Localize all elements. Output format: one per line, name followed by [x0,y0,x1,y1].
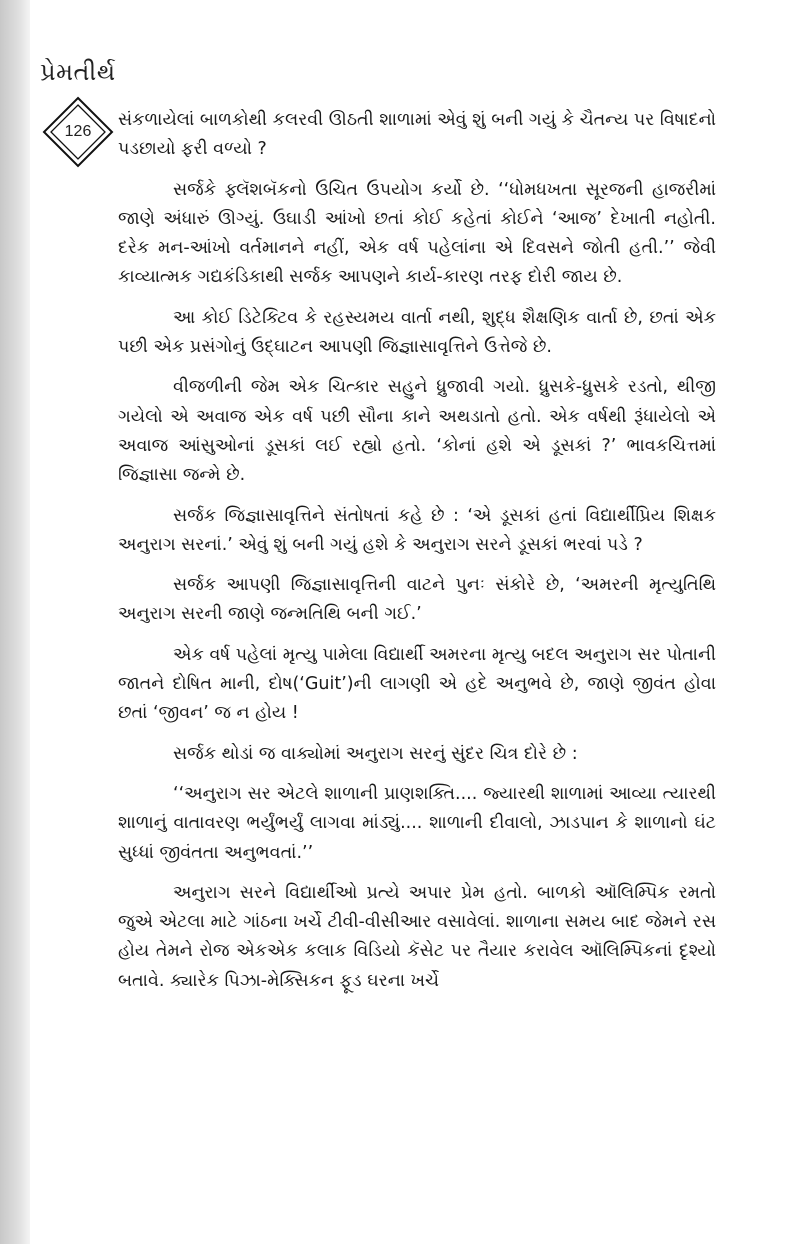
paragraph: આ કોઈ ડિટેક્ટિવ કે રહસ્યમય વાર્તા નથી, શુદ્ધ શૈક્ષણિક વાર્તા છે, છતાં એક પછી એક પ્રસંગોનું ઉદ્‌ઘાટન આપણી જિજ્ઞાસાવૃત્તિને ઉત્તેજે છે. [118,307,716,358]
paragraph: સંકળાયેલાં બાળકોથી કલરવી ઊઠતી શાળામાં એવું શું બની ગયું કે ચૈતન્ય પર વિષાદનો પડછાયો ફરી વળ્યો ? [118,110,716,160]
book-title: પ્રેમતીર્થ [40,58,116,86]
paragraph: વીજળીની જેમ એક ચિત્કાર સહુને ધ્રુજાવી ગયો. ધ્રુસકે-ધ્રુસકે રડતો, થીજી ગયેલો એ અવાજ એક વર્ષ પછી સૌના કાને અથડાતો હતો. એક વર્ષથી રૂંધાયેલો એ અવાજ આંસુઓનાં ડૂસકાં લઈ રહ્યો હતો. ‘કોનાં હશે એ ડૂસકાં ?’ ભાવકચિત્તમાં જિજ્ઞાસા જન્મે છે. [118,377,716,486]
paragraph: એક વર્ષ પહેલાં મૃત્યુ પામેલા વિદ્યાર્થી અમરના મૃત્યુ બદલ અનુરાગ સર પોતાની જાતને દોષિત માની, દોષ(‘Guit’)ની લાગણી એ હદે અનુભવે છે, જાણે જીવંત હોવા છતાં ‘જીવન’ જ ન હોય ! [118,644,716,724]
paragraph: સર્જક થોડાં જ વાક્યોમાં અનુરાગ સરનું સુંદર ચિત્ર દોરે છે : [173,743,578,764]
body-text [118,106,716,1007]
quoted-paragraph: ‘‘અનુરાગ સર એટલે શાળાની પ્રાણશક્તિ.... જ્યારથી શાળામાં આવ્યા ત્યારથી શાળાનું વાતાવરણ ભર્યુંભર્યું લાગવા માંડ્યું.... શાળાની દીવાલો, ઝાડપાન કે શાળાનો ઘંટ સુધ્ધાં જીવંતતા અનુભવતાં.’’ [118,783,716,863]
paragraph: અનુરાગ સરને વિદ્યાર્થીઓ પ્રત્યે અપાર પ્રેમ હતો. બાળકો ઑલિમ્પિક રમતો જુએ એટલા માટે ગાંઠના ખર્ચે ટીવી-વીસીઆર વસાવેલાં. શાળાના સમય બાદ જેમને રસ હોય તેમને રોજ એકએક કલાક વિડિયો કૅસેટ પર તૈયાર કરાવેલ ઑલિમ્પિકનાં દૃશ્યો બતાવે. ક્યારેક પિઝા-મેક્સિકન ફૂડ ઘરના ખર્ચે [118,882,716,991]
paragraph: સર્જક આપણી જિજ્ઞાસાવૃત્તિની વાટને પુનઃ સંકોરે છે, ‘અમરની મૃત્યુતિથિ અનુરાગ સરની જાણે જન્મતિથિ બની ગઈ.’ [118,575,716,625]
page-number: 126 [64,123,92,140]
paragraph: સર્જકે ફ્લૅશબૅકનો ઉચિત ઉપયોગ કર્યો છે. ‘‘ધોમધખતા સૂરજની હાજરીમાં જાણે અંધારું ઊગ્યું. ઉઘાડી આંખો છતાં કોઈ કહેતાં કોઈને ‘આજ’ દેખાતી નહોતી. દરેક મન-આંખો વર્તમાનને નહીં, એક વર્ષ પહેલાંના એ દિવસને જોતી હતી.’’ જેવી કાવ્યાત્મક ગદ્યકંડિકાથી સર્જક આપણને કાર્ય-કારણ તરફ દોરી જાય છે. [118,179,716,288]
paragraph: સર્જક જિજ્ઞાસાવૃત્તિને સંતોષતાં કહે છે : ‘એ ડૂસકાં હતાં વિદ્યાર્થીપ્રિય શિક્ષક અનુરાગ સરનાં.’ એવું શું બની ગયું હશે કે અનુરાગ સરને ડૂસકાં ભરવાં પડે ? [118,505,716,555]
page-edge-shadow [0,0,30,1244]
